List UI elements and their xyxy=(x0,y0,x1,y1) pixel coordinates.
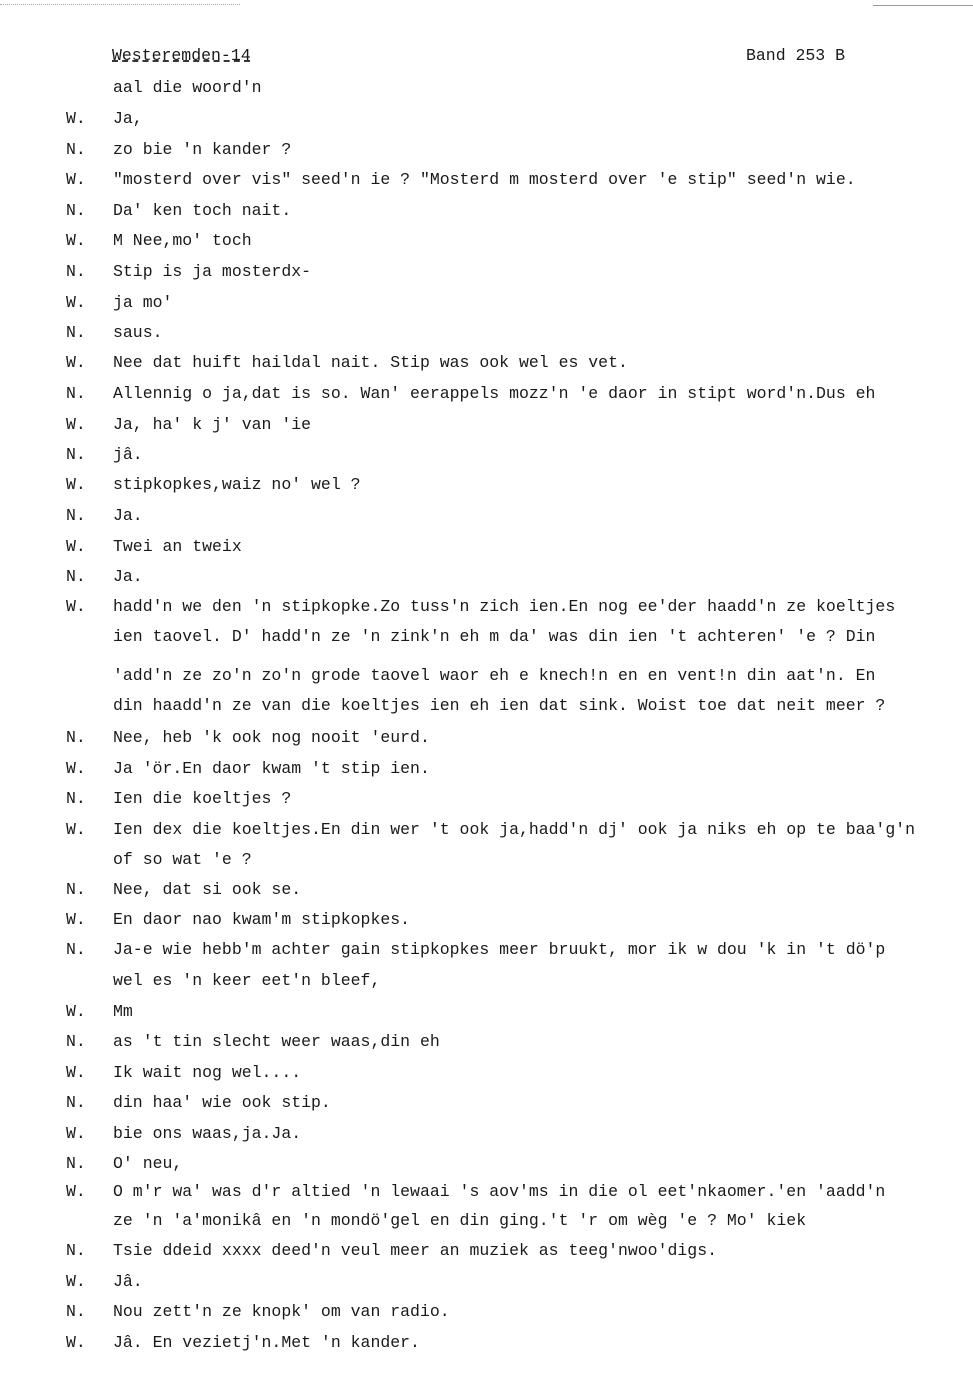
utterance-text: din haadd'n ze van die koeltjes ien eh ien dat sink. Woist toe dat neit meer ? xyxy=(113,696,886,715)
utterance-text: Tsie ddeid xxxx deed'n veul meer an muziek as teeg'nwoo'digs. xyxy=(113,1241,717,1260)
utterance-text: Ja, xyxy=(113,109,143,128)
utterance-text: zo bie 'n kander ? xyxy=(113,140,292,159)
transcript-line xyxy=(66,969,966,993)
utterance-text: Ja-e wie hebb'm achter gain stipkopkes meer bruukt, mor ik w dou 'k in 't dö'p xyxy=(113,940,886,959)
transcript-line xyxy=(66,878,966,902)
utterance-text: Ja. xyxy=(113,567,143,586)
speaker-label: W. xyxy=(66,1063,86,1082)
transcript-line xyxy=(66,694,966,718)
transcript-line xyxy=(66,260,966,284)
transcript-line xyxy=(66,757,966,781)
transcript-line xyxy=(66,473,966,497)
speaker-label: W. xyxy=(66,537,86,556)
utterance-text: Da' ken toch nait. xyxy=(113,201,292,220)
speaker-label: N. xyxy=(66,201,86,220)
transcript-line xyxy=(66,138,966,162)
utterance-text: wel es 'n keer eet'n bleef, xyxy=(113,971,381,990)
utterance-text: of so wat 'e ? xyxy=(113,850,252,869)
transcript-line xyxy=(66,1152,966,1176)
utterance-text: M Nee,mo' toch xyxy=(113,231,252,250)
transcript-line xyxy=(66,291,966,315)
utterance-text: Ien dex die koeltjes.En din wer 't ook ja,hadd'n dj' ook ja niks eh op te baa'g'n xyxy=(113,820,916,839)
speaker-label: N. xyxy=(66,728,86,747)
transcript-line xyxy=(66,1300,966,1324)
transcript-line xyxy=(66,664,966,688)
transcript-line xyxy=(66,1239,966,1263)
top-right-rule xyxy=(873,5,973,6)
transcript-line xyxy=(66,726,966,750)
transcript-line xyxy=(66,1270,966,1294)
utterance-text: saus. xyxy=(113,323,163,342)
speaker-label: N. xyxy=(66,1241,86,1260)
speaker-label: W. xyxy=(66,1272,86,1291)
utterance-text: ja mo' xyxy=(113,293,173,312)
utterance-text: Nou zett'n ze knopk' om van radio. xyxy=(113,1302,450,1321)
transcript-line xyxy=(66,229,966,253)
transcript-line xyxy=(66,1209,966,1233)
speaker-label: W. xyxy=(66,109,86,128)
speaker-label: W. xyxy=(66,597,86,616)
transcript-line xyxy=(66,1030,966,1054)
utterance-text: as 't tin slecht weer waas,din eh xyxy=(113,1032,440,1051)
speaker-label: N. xyxy=(66,1093,86,1112)
utterance-text: O m'r wa' was d'r altied 'n lewaai 's aov'ms in die ol eet'nkaomer.'en 'aadd'n xyxy=(113,1182,886,1201)
transcript-line xyxy=(66,443,966,467)
speaker-label: W. xyxy=(66,759,86,778)
utterance-text: ien taovel. D' hadd'n ze 'n zink'n eh m da' was din ien 't achteren' 'e ? Din xyxy=(113,627,876,646)
utterance-text: aal die woord'n xyxy=(113,78,262,97)
top-left-dotted-mark xyxy=(0,4,240,5)
utterance-text: "mosterd over vis" seed'n ie ? "Mosterd m mosterd over 'e stip" seed'n wie. xyxy=(113,170,856,189)
speaker-label: W. xyxy=(66,820,86,839)
speaker-label: N. xyxy=(66,445,86,464)
transcript-line xyxy=(66,787,966,811)
utterance-text: din haa' wie ook stip. xyxy=(113,1093,331,1112)
document-title: Westeremden-14 xyxy=(112,46,251,65)
transcript-line xyxy=(66,595,966,619)
speaker-label: W. xyxy=(66,170,86,189)
speaker-label: W. xyxy=(66,353,86,372)
transcript-line xyxy=(66,321,966,345)
utterance-text: 'add'n ze zo'n zo'n grode taovel waor eh e knech!n en en vent!n din aat'n. En xyxy=(113,666,876,685)
transcript-line xyxy=(66,199,966,223)
utterance-text: Mm xyxy=(113,1002,133,1021)
utterance-text: Twei an tweix xyxy=(113,537,242,556)
transcript-line xyxy=(66,76,966,100)
transcript-line xyxy=(66,565,966,589)
transcript-line xyxy=(66,351,966,375)
transcript-line xyxy=(66,413,966,437)
transcript-line xyxy=(66,938,966,962)
utterance-text: hadd'n we den 'n stipkopke.Zo tuss'n zich ien.En nog ee'der haadd'n ze koeltjes xyxy=(113,597,896,616)
transcript-line xyxy=(66,1061,966,1085)
transcript-line xyxy=(66,168,966,192)
utterance-text: Ja. xyxy=(113,506,143,525)
speaker-label: N. xyxy=(66,506,86,525)
utterance-text: Ja, ha' k j' van 'ie xyxy=(113,415,312,434)
speaker-label: N. xyxy=(66,1032,86,1051)
utterance-text: Jâ. xyxy=(113,1272,143,1291)
speaker-label: W. xyxy=(66,231,86,250)
utterance-text: Ja 'ör.En daor kwam 't stip ien. xyxy=(113,759,430,778)
transcript-line xyxy=(66,625,966,649)
transcript-line xyxy=(66,1122,966,1146)
utterance-text: O' neu, xyxy=(113,1154,183,1173)
utterance-text: Nee, heb 'k ook nog nooit 'eurd. xyxy=(113,728,430,747)
speaker-label: N. xyxy=(66,323,86,342)
transcript-line xyxy=(66,1000,966,1024)
transcript-line xyxy=(66,1180,966,1204)
speaker-label: W. xyxy=(66,1124,86,1143)
utterance-text: Nee dat huift haildal nait. Stip was ook wel es vet. xyxy=(113,353,628,372)
speaker-label: N. xyxy=(66,567,86,586)
utterance-text: Stip is ja mosterdx- xyxy=(113,262,312,281)
utterance-text: Allennig o ja,dat is so. Wan' eerappels mozz'n 'e daor in stipt word'n.Dus eh xyxy=(113,384,876,403)
transcript-line xyxy=(66,908,966,932)
utterance-text: stipkopkes,waiz no' wel ? xyxy=(113,475,361,494)
speaker-label: W. xyxy=(66,1002,86,1021)
utterance-text: bie ons waas,ja.Ja. xyxy=(113,1124,302,1143)
utterance-text: ze 'n 'a'monikâ en 'n mondö'gel en din ging.'t 'r om wèg 'e ? Mo' kiek xyxy=(113,1211,807,1230)
speaker-label: N. xyxy=(66,1154,86,1173)
transcript-line xyxy=(66,535,966,559)
transcript-line xyxy=(66,107,966,131)
speaker-label: W. xyxy=(66,1333,86,1352)
utterance-text: jâ. xyxy=(113,445,143,464)
speaker-label: W. xyxy=(66,910,86,929)
speaker-label: N. xyxy=(66,940,86,959)
transcript-line xyxy=(66,848,966,872)
speaker-label: N. xyxy=(66,789,86,808)
utterance-text: Jâ. En vezietj'n.Met 'n kander. xyxy=(113,1333,420,1352)
speaker-label: W. xyxy=(66,1182,86,1201)
speaker-label: W. xyxy=(66,415,86,434)
speaker-label: W. xyxy=(66,475,86,494)
speaker-label: W. xyxy=(66,293,86,312)
speaker-label: N. xyxy=(66,384,86,403)
speaker-label: N. xyxy=(66,880,86,899)
transcript-line xyxy=(66,818,966,842)
utterance-text: Nee, dat si ook se. xyxy=(113,880,302,899)
utterance-text: Ik wait nog wel.... xyxy=(113,1063,302,1082)
speaker-label: N. xyxy=(66,1302,86,1321)
utterance-text: En daor nao kwam'm stipkopkes. xyxy=(113,910,411,929)
utterance-text: Ien die koeltjes ? xyxy=(113,789,292,808)
transcript-line xyxy=(66,1091,966,1115)
transcript-line xyxy=(66,1331,966,1355)
transcript-line xyxy=(66,382,966,406)
speaker-label: N. xyxy=(66,140,86,159)
transcript-line xyxy=(66,504,966,528)
speaker-label: N. xyxy=(66,262,86,281)
band-label: Band 253 B xyxy=(746,46,846,65)
